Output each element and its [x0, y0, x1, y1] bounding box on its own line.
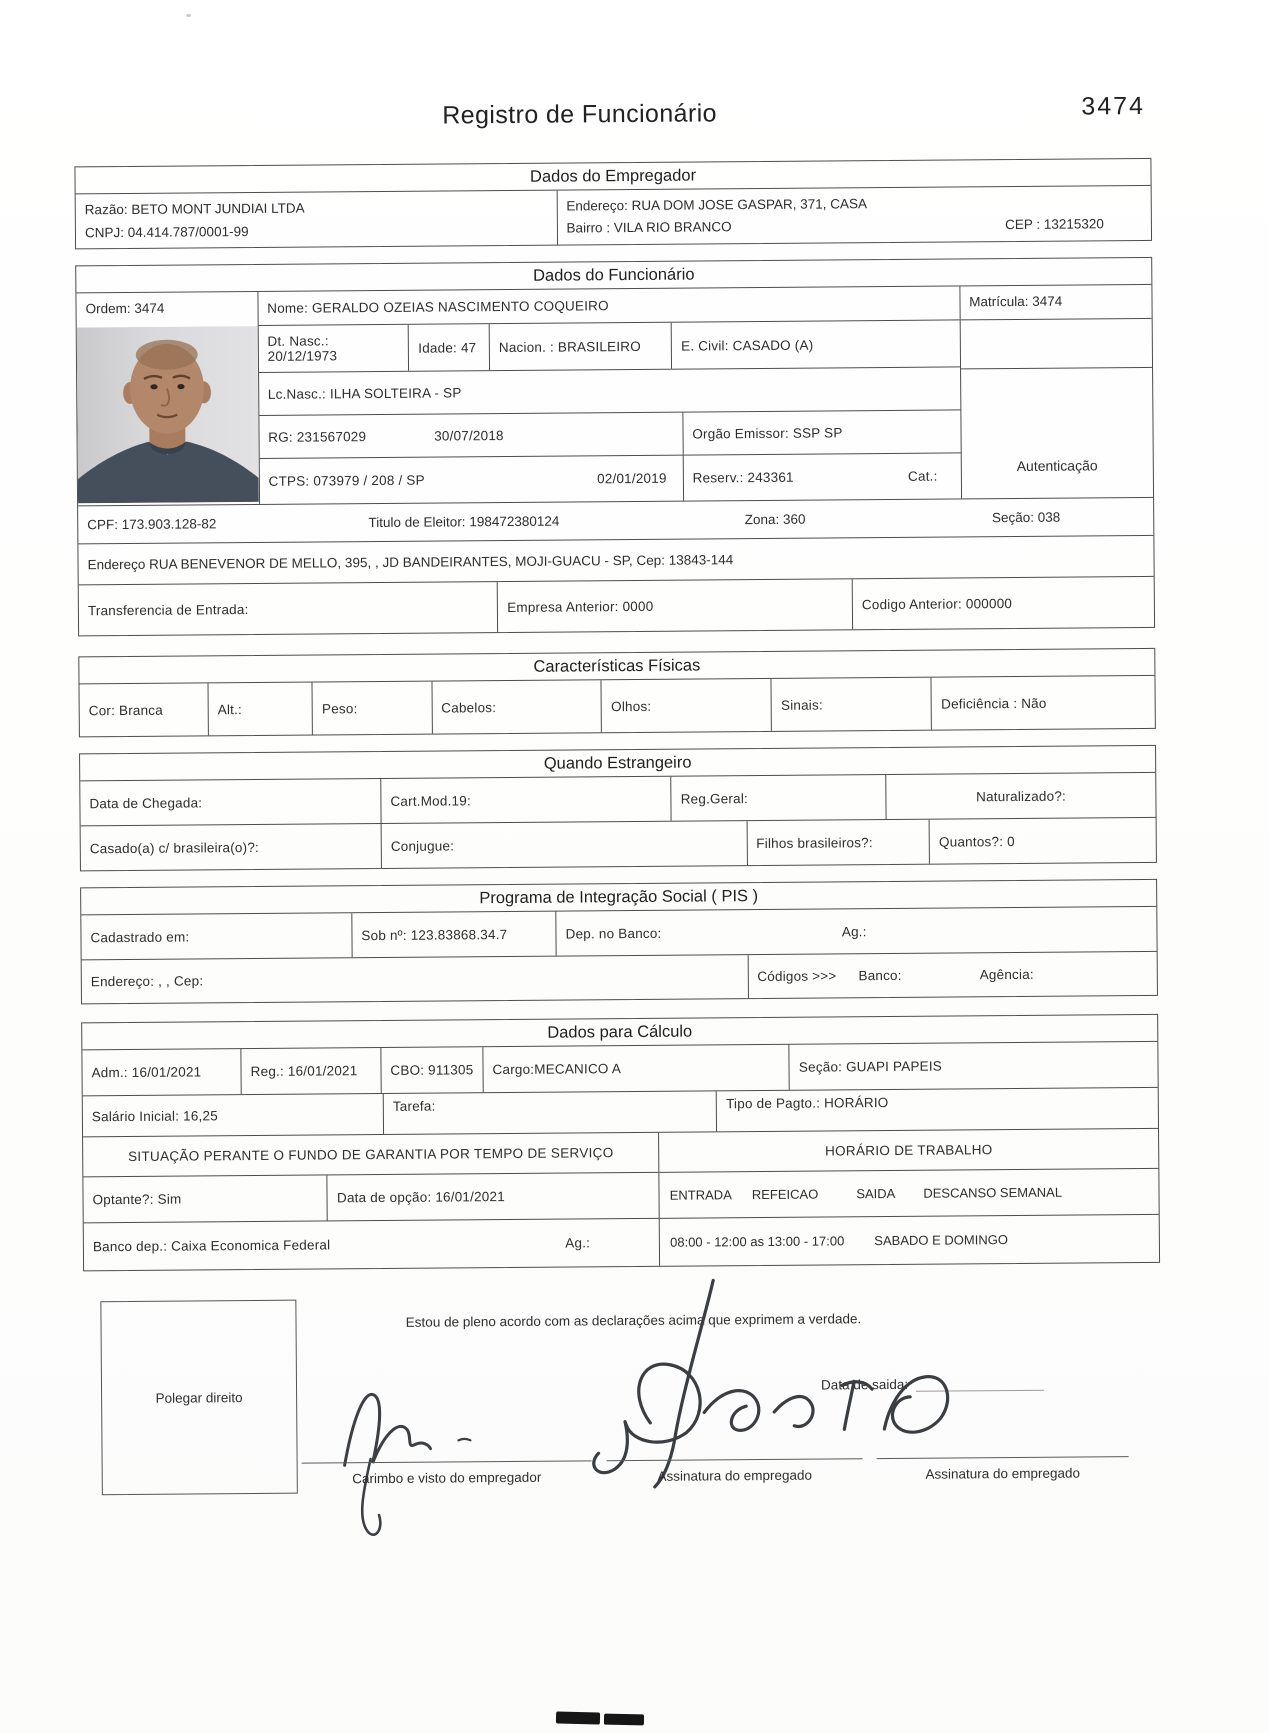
banco-dep-label: Banco dep.: Caixa Economica Federal	[92, 1237, 331, 1255]
horario-columns-row	[660, 1169, 1159, 1219]
field-quantos: Quantos?: 0	[938, 833, 1015, 850]
field-olhos: Olhos:	[602, 679, 772, 732]
employer-signature-image	[312, 1336, 544, 1538]
signature-area	[83, 1293, 1162, 1551]
horario-values-row	[660, 1215, 1159, 1266]
employee-signature-line-2	[877, 1456, 1129, 1459]
horario-header: HORÁRIO DE TRABALHO	[659, 1129, 1158, 1173]
section-calculo-header: Dados para Cálculo	[82, 1015, 1157, 1050]
field-bairro: Bairro : VILA RIO BRANCO	[566, 219, 732, 236]
banco-label: Banco:	[858, 967, 902, 984]
form-title-row	[74, 91, 1151, 142]
col-refeicao: REFEICAO	[751, 1186, 819, 1203]
section-calculo	[81, 1014, 1160, 1271]
rg-date: 30/07/2018	[434, 427, 504, 444]
employee-signature-label-2: Assinatura do empregado	[925, 1465, 1081, 1482]
funcionario-right-column	[960, 285, 1153, 498]
data-saida-label: Data de saida:	[820, 1376, 909, 1393]
field-endereco-pis: Endereço: , , Cep:	[82, 955, 749, 1003]
section-empregador	[74, 158, 1152, 249]
employer-signature-label: Carimbo e visto do empregador	[352, 1469, 542, 1487]
page-title: Registro de Funcionário	[442, 99, 718, 130]
col-saida: SAIDA	[856, 1185, 896, 1202]
ctps-date: 02/01/2019	[597, 470, 667, 487]
field-sinais: Sinais:	[772, 678, 933, 731]
field-salario-inicial: Salário Inicial: 16,25	[83, 1094, 384, 1136]
section-empregador-header: Dados do Empregador	[75, 159, 1150, 194]
scan-artifact	[604, 1714, 644, 1726]
field-ag-pis: Ag.:	[841, 923, 867, 939]
field-cart-mod: Cart.Mod.19:	[381, 777, 672, 823]
field-lc-nasc: Lc.Nasc.: ILHA SOLTEIRA - SP	[267, 384, 462, 402]
fgts-pane	[83, 1133, 660, 1271]
field-reg-geral: Reg.Geral:	[671, 775, 886, 821]
employee-signature-line-1	[607, 1458, 863, 1461]
employee-signature-label-1: Assinatura do empregado	[657, 1467, 813, 1484]
field-matricula: Matrícula: 3474	[960, 285, 1152, 321]
field-naturalizado: Naturalizado?:	[976, 788, 1067, 804]
rg-number: RG: 231567029	[268, 428, 367, 445]
field-dep-banco	[556, 907, 1156, 956]
doc-number: 3474	[1081, 91, 1146, 121]
dep-banco-label: Dep. no Banco:	[565, 925, 662, 942]
field-cadastrado-em: Cadastrado em:	[81, 913, 352, 959]
field-nacion: Nacion. : BRASILEIRO	[490, 323, 673, 370]
field-casado-brasileira: Casado(a) c/ brasileira(o)?:	[81, 824, 382, 870]
field-titulo-eleitor: Titulo de Eleitor: 198472380124	[368, 513, 560, 531]
field-optante: Optante?: Sim	[83, 1175, 328, 1222]
horario-valor: 08:00 - 12:00 as 13:00 - 17:00	[670, 1233, 845, 1250]
field-deficiencia: Deficiência : Não	[941, 695, 1047, 712]
field-cat: Cat.:	[907, 468, 938, 484]
field-data-opcao: Data de opção: 16/01/2021	[336, 1189, 505, 1206]
section-estrangeiro	[79, 745, 1157, 871]
section-fisicas	[78, 648, 1156, 737]
reserv-number: Reserv.: 243361	[692, 469, 794, 486]
descanso-valor: SABADO E DOMINGO	[874, 1232, 1008, 1249]
funcionario-left-column	[76, 292, 259, 505]
field-tarefa: Tarefa:	[384, 1091, 718, 1134]
scan-artifact	[556, 1711, 600, 1724]
transferencia-row	[79, 577, 1154, 635]
data-saida-line	[916, 1377, 1044, 1392]
field-tipo-pagto: Tipo de Pagto.: HORÁRIO	[726, 1095, 889, 1112]
field-cabelos: Cabelos:	[432, 680, 602, 733]
field-cpf: CPF: 173.903.128-82	[87, 516, 217, 533]
field-codigo-anterior: Codigo Anterior: 000000	[861, 595, 1013, 612]
field-ag-fgts: Ag.:	[565, 1235, 591, 1251]
field-sob-no: Sob nº: 123.83868.34.7	[352, 912, 557, 958]
section-fisicas-header: Características Físicas	[79, 649, 1154, 684]
field-data-chegada: Data de Chegada:	[80, 779, 381, 825]
field-reserv	[683, 453, 960, 500]
thumbprint-label: Polegar direito	[155, 1389, 243, 1406]
field-data-saida	[821, 1376, 1044, 1393]
field-codigos	[748, 952, 1157, 998]
section-pis	[80, 879, 1158, 1004]
field-cnpj: CNPJ: 04.414.787/0001-99	[84, 224, 249, 241]
field-transferencia: Transferencia de Entrada:	[79, 582, 499, 635]
employee-photo	[77, 326, 259, 503]
field-cep: CEP : 13215320	[1005, 216, 1104, 233]
col-descanso: DESCANSO SEMANAL	[923, 1184, 1063, 1201]
col-entrada: ENTRADA	[669, 1187, 732, 1203]
field-secao-eleitoral: Seção: 038	[991, 509, 1061, 526]
field-autenticacao: Autenticação	[961, 367, 1153, 498]
field-empresa-anterior: Empresa Anterior: 0000	[498, 579, 853, 632]
field-endereco-empregador: Endereço: RUA DOM JOSE GASPAR, 371, CASA	[566, 196, 868, 214]
field-cbo: CBO: 911305	[381, 1047, 483, 1093]
field-razao: Razão: BETO MONT JUNDIAI LTDA	[84, 200, 305, 218]
ctps-number: CTPS: 073979 / 208 / SP	[268, 472, 425, 489]
field-orgao-emissor: Orgão Emissor: SSP SP	[692, 424, 843, 442]
field-zona: Zona: 360	[744, 511, 806, 528]
empregador-left-cell	[76, 191, 558, 249]
section-funcionario-header: Dados do Funcionário	[76, 258, 1151, 293]
section-pis-header: Programa de Integração Social ( PIS )	[81, 880, 1156, 915]
field-cor: Cor: Branca	[79, 683, 208, 736]
field-adm: Adm.: 16/01/2021	[82, 1049, 241, 1095]
agencia-label: Agência:	[979, 966, 1034, 983]
field-ctps	[259, 456, 683, 504]
field-conjugue: Conjugue:	[382, 821, 748, 868]
funcionario-middle-column	[258, 286, 962, 504]
empregador-right-cell	[557, 186, 1151, 245]
field-banco-dep	[84, 1219, 660, 1271]
field-secao-trabalho: Seção: GUAPI PAPEIS	[798, 1058, 943, 1075]
field-cargo: Cargo:MECANICO A	[483, 1045, 790, 1092]
section-estrangeiro-header: Quando Estrangeiro	[80, 746, 1155, 781]
field-ordem: Ordem: 3474	[85, 300, 165, 317]
fgts-header: SITUAÇÃO PERANTE O FUNDO DE GARANTIA POR TEMPO DE SERVIÇO	[83, 1133, 658, 1178]
field-peso: Peso:	[313, 682, 433, 735]
field-alt: Alt.:	[208, 683, 313, 736]
field-endereco-funcionario: Endereço RUA BENEVENOR DE MELLO, 395, , JD BANDEIRANTES, MOJI-GUACU - SP, Cep: 13843-144	[78, 536, 1153, 585]
section-funcionario	[75, 257, 1155, 636]
field-idade: Idade: 47	[409, 324, 490, 371]
field-nome: Nome: GERALDO OZEIAS NASCIMENTO COQUEIRO	[267, 298, 609, 316]
field-reg: Reg.: 16/01/2021	[241, 1048, 381, 1094]
field-e-civil: E. Civil: CASADO (A)	[681, 337, 814, 354]
field-rg	[259, 413, 683, 458]
thumbprint-box	[100, 1300, 298, 1496]
codigos-label: Códigos >>>	[757, 968, 837, 985]
horario-pane	[659, 1129, 1159, 1266]
employer-signature-line	[302, 1460, 592, 1463]
declaration-text: Estou de pleno acordo com as declarações acima que exprimem a verdade.	[405, 1311, 862, 1330]
field-dt-nasc: Dt. Nasc.: 20/12/1973	[258, 325, 409, 372]
field-filhos-brasileiros: Filhos brasileiros?:	[747, 820, 930, 865]
